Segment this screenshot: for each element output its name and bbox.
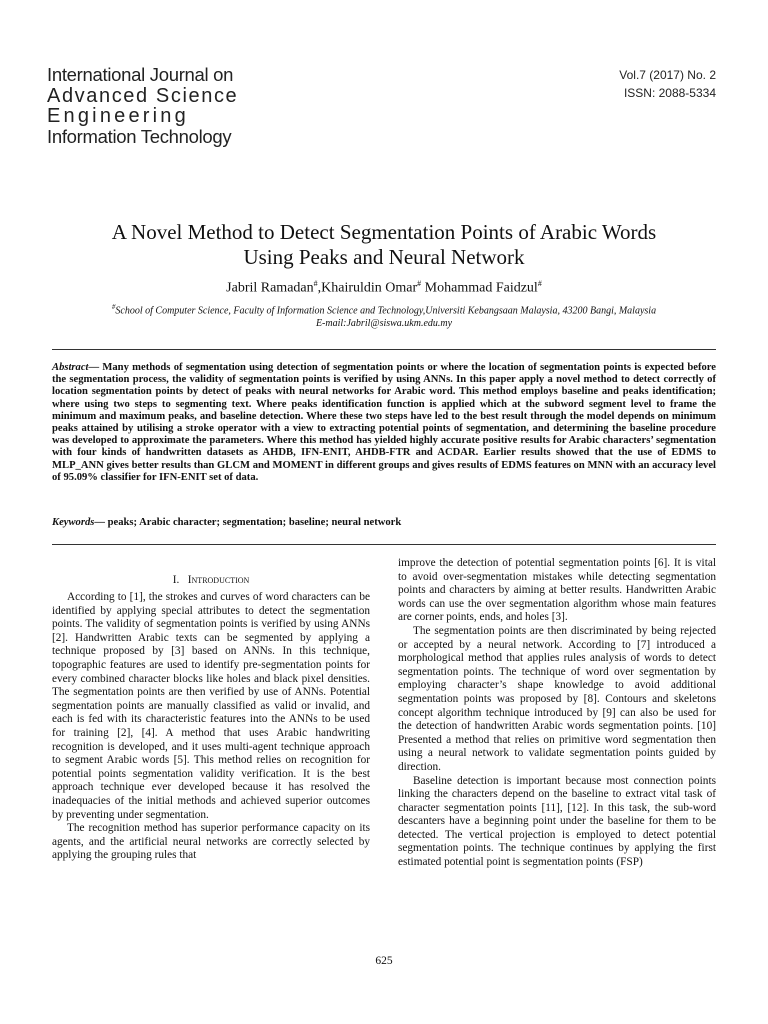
keywords (52, 517, 716, 530)
abstract-label: Abstract (52, 362, 89, 373)
section-heading (52, 574, 370, 587)
body-paragraph: The segmentation points are then discriminated by being rejected or accepted by a neural network. According to [7] introduced a morphological method that applies rules analysis of words to detect segmentation points. The technique of word over segmentation by employing character’s shape knowledge to avoid additional segmentation points was proposed by [8]. Contours and skeletons concept algorithm technique introduced by [9] can also be used for the detection of handwritten Arabic words segmentation points. [10] Presented a method that relies on primitive word segmentation then using a neural network to validate segmentation points guided by direction. (398, 624, 716, 773)
left-column (52, 591, 370, 863)
author-mark: # (313, 279, 318, 288)
page-number: 625 (375, 955, 393, 967)
divider (52, 544, 716, 545)
paper-title (50, 220, 718, 270)
journal-name-line3: Engineering (47, 105, 189, 127)
journal-name-line2: Advanced Science (47, 85, 239, 107)
affiliation-mark: # (111, 303, 116, 311)
author-mark: # (537, 279, 542, 288)
issue-info (619, 66, 716, 102)
right-column (398, 557, 716, 870)
author-name: Mohammad Faidzul (424, 280, 538, 296)
body-paragraph: The recognition method has superior performance capacity on its agents, and the artificial neural networks are correctly selected by applying the grouping rules that (52, 822, 370, 862)
keywords-dash: — (94, 517, 108, 528)
keywords-text: peaks; Arabic character; segmentation; baseline; neural network (107, 517, 402, 528)
journal-name-line1: International Journal on (47, 64, 234, 85)
body-paragraph: According to [1], the strokes and curves of word characters can be identified by applying special attributes to detect the segmentation points. The validity of segmentation points is verified by using ANNs [2]. Handwritten Arabic texts can be segmented by applying a technique proposed by [3] based on ANNs. In this technique, topographic features are used to identify pre-segmentation points for every combined character blocks like holes and black pixel densities. The segmentation points are then verified by use of ANNs. Potential segmentation points are manually classified as valid or invalid, and each is fed with its characteristic features into the ANNs to be used for training [2], [4]. A method that uses Arabic handwriting recognition is developed, and it uses multi-agent technique approach to segment Arabic words [5]. This method relies on recognition for potential points segmentation validity verification. It is the best approach technique ever developed because it has resolved the inadequacies of the initial methods and achieved superior outcomes by preventing under segmentation. (52, 591, 370, 821)
author-name: Khairuldin Omar (321, 280, 418, 296)
section-number: I. (172, 574, 180, 586)
divider (52, 349, 716, 350)
journal-name-line4: Information Technology (47, 126, 232, 147)
author-name: Jabril Ramadan (226, 280, 314, 296)
volume-number: Vol.7 (2017) No. 2 (619, 68, 716, 82)
author-separator: , (317, 280, 322, 296)
body-paragraph: improve the detection of potential segmentation points [6]. It is vital to avoid over-segmentation mistakes while detecting segmentation points and characters by aiming at better results. Handwritten Arabic words can use the over segmentation algorithm whose main features are corner points, ends, and holes [3]. (398, 557, 716, 624)
body-paragraph: Baseline detection is important because most connection points linking the characters depend on the baseline to extract vital task of character segmentation points [11], [12]. In this task, the sub-word descanters have a beginning point under the baseline for them to be detected. The vertical projection is employed to detect potential segmentation points. The technique continues by applying the first estimated potential point is segmentation points (FSP) (398, 774, 716, 869)
abstract-dash: — (88, 362, 103, 373)
author-email: E-mail:Jabril@siswa.ukm.edu.my (315, 318, 453, 330)
affiliation-text: School of Computer Science, Faculty of Information Science and Technology,Universiti Kebangsaan Malaysia, 43200 Bangi, Malaysia (115, 305, 657, 317)
paper-title-line2: Using Peaks and Neural Network (243, 245, 525, 269)
affiliation (50, 301, 718, 330)
keywords-label: Keywords (52, 517, 95, 528)
author-list (50, 275, 718, 298)
section-title: Introduction (187, 574, 250, 586)
issn: ISSN: 2088-5334 (623, 86, 716, 100)
journal-logo (47, 64, 257, 147)
paper-title-line1: A Novel Method to Detect Segmentation Points of Arabic Words (111, 220, 657, 244)
abstract (52, 362, 716, 484)
author-mark: # (417, 279, 422, 288)
abstract-text: Many methods of segmentation using detection of segmentation points or where the location of segmentation points is expected before the segmentation process, the validity of segmentation points is verified by using ANNs. In this paper apply a novel method to detect correctly of location segmentation points by detect of peaks with neural networks for Arabic word. This method employs baseline and peaks identification; where using two steps to segmenting text. Where peaks identification function is applied which at the subword segment level to frame the minimum and maximum peaks, and baseline detection. Where these two steps have led to the best result through the model depends on minimum peaks attained by utilising a stroke operator with a view to extracting potential points of segmentation, and determining the baseline procedure was developed to approximate the parameters. Where this method has yielded highly accurate positive results for Arabic characters’ segmentation with four kinds of handwritten datasets as AHDB, IFN-ENIT, AHDB-FTR and ACDAR. Earlier results showed that the use of EDMS to MLP_ANN gives better results than GLCM and MOMENT in different groups and gives results of EDMS features on MNN with an accuracy level of 95.09% classifier for IFN-ENIT set of data. (52, 362, 716, 483)
